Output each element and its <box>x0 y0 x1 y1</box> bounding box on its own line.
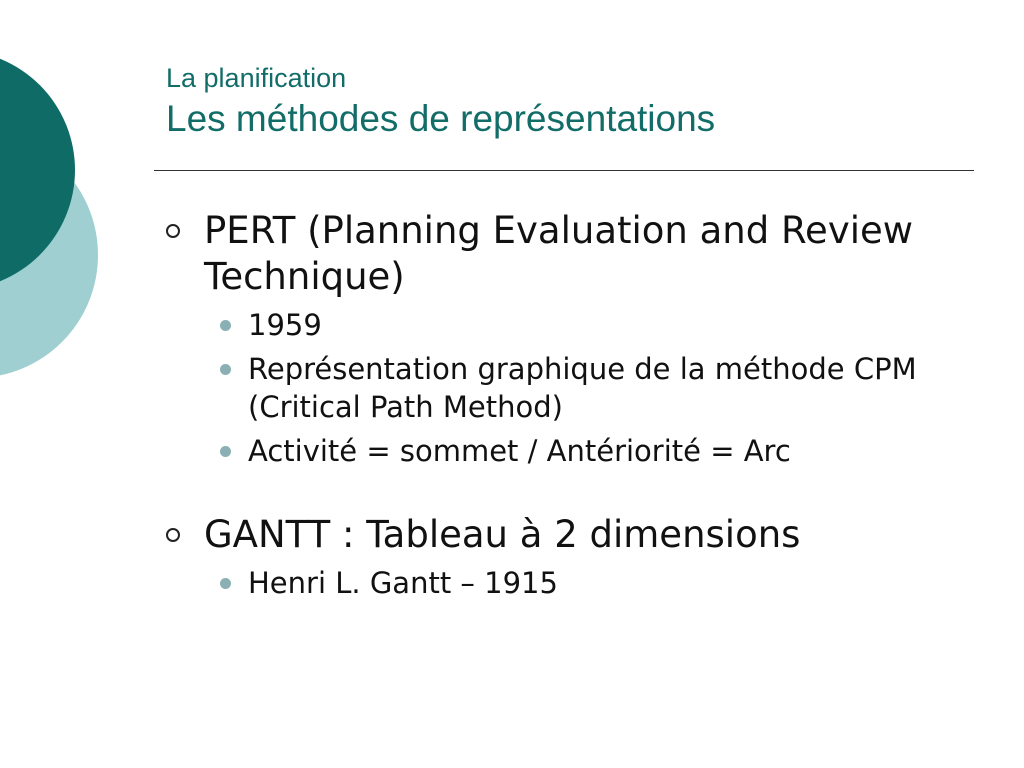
hollow-circle-bullet-icon <box>166 528 180 542</box>
slide-header <box>166 60 984 142</box>
slide-title: Les méthodes de représentations <box>166 98 716 139</box>
hollow-circle-bullet-icon <box>166 224 180 238</box>
dot-bullet-icon <box>220 446 231 457</box>
decorative-circles <box>0 0 110 420</box>
dot-bullet-icon <box>220 364 231 375</box>
sub-bullet-text: Activité = sommet / Antériorité = Arc <box>248 434 791 468</box>
dot-bullet-icon <box>220 578 231 589</box>
dot-bullet-icon <box>220 320 231 331</box>
sub-bullet-text: 1959 <box>248 308 322 342</box>
sub-bullet-item <box>166 350 966 426</box>
bullet-text: PERT (Planning Evaluation and Review Technique) <box>204 209 914 298</box>
slide-content <box>166 208 966 602</box>
sub-bullet-text: Henri L. Gantt – 1915 <box>248 566 558 600</box>
bullet-pert <box>166 208 966 300</box>
sub-bullet-item <box>166 564 966 602</box>
sub-bullet-item <box>166 306 966 344</box>
sub-bullet-text: Représentation graphique de la méthode CPM (Critical Path Method) <box>248 352 917 424</box>
bullet-gantt <box>166 512 966 558</box>
bullet-text: GANTT : Tableau à 2 dimensions <box>204 513 801 556</box>
slide-subtitle: La planification <box>166 63 347 93</box>
title-divider <box>154 170 974 171</box>
sub-bullet-item <box>166 432 966 470</box>
